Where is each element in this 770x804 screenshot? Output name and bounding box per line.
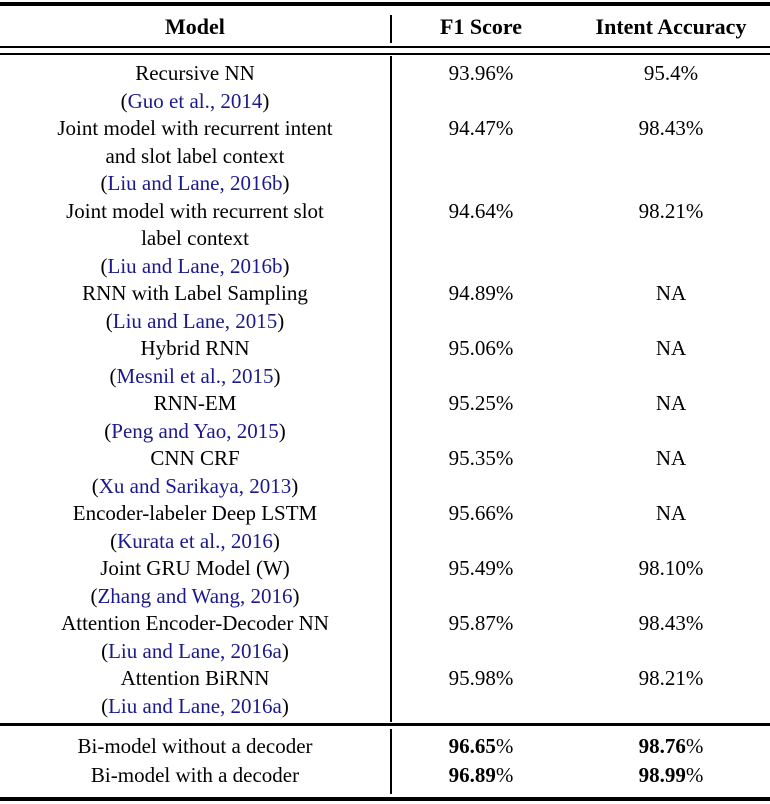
table-row (0, 60, 770, 115)
citation-close-paren: ) (281, 638, 289, 663)
citation-line (8, 473, 382, 501)
table-row (0, 198, 770, 281)
model-cell (0, 390, 390, 445)
intent-accuracy-value: 98.43% (638, 116, 704, 140)
intent-accuracy-value: NA (655, 391, 687, 415)
f1-score-value: 93.96% (448, 61, 514, 85)
f1-score-value: 95.06% (448, 336, 514, 360)
intent-accuracy-value: NA (655, 501, 687, 525)
intent-accuracy-value: 98.99% (638, 763, 704, 787)
citation-open-paren: ( (91, 473, 99, 498)
header-double-rule (0, 46, 770, 55)
citation-line (8, 253, 382, 281)
citation-open-paren: ( (100, 171, 108, 195)
f1-score-value: 96.65% (448, 734, 514, 758)
model-cell (0, 115, 390, 198)
table-footer-row (0, 761, 770, 790)
f1-score-value: 94.64% (448, 198, 514, 223)
citation-open-paren: ( (120, 88, 128, 113)
citation-line (8, 88, 382, 116)
citation-link[interactable]: Xu and Sarikaya, 2013 (98, 473, 292, 498)
model-cell (0, 198, 390, 281)
citation-open-paren: ( (109, 363, 117, 388)
citation-link[interactable]: Peng and Yao, 2015 (111, 418, 279, 443)
model-name: Joint GRU Model (W) (100, 556, 290, 580)
table-row (0, 335, 770, 390)
intent-accuracy-value: NA (655, 281, 687, 305)
intent-accuracy-value: 95.4% (643, 61, 699, 85)
table-row (0, 445, 770, 500)
f1-score-value: 95.25% (448, 391, 514, 415)
column-divider-line (390, 729, 392, 794)
citation-link[interactable]: Liu and Lane, 2016b (107, 253, 283, 278)
model-name: Attention Encoder-Decoder NN (61, 611, 329, 635)
model-name: CNN CRF (150, 446, 240, 470)
model-cell (0, 555, 390, 610)
citation-close-paren: ) (291, 473, 299, 498)
citation-link[interactable]: Liu and Lane, 2015 (112, 308, 278, 333)
intent-accuracy-value: 98.10% (638, 556, 704, 580)
citation-close-paren: ) (262, 88, 270, 113)
table-row (0, 665, 770, 720)
citation-close-paren: ) (281, 693, 289, 718)
table-footer-section (0, 726, 770, 797)
citation-link[interactable]: Kurata et al., 2016 (117, 528, 273, 553)
citation-line (8, 693, 382, 721)
citation-open-paren: ( (90, 583, 98, 608)
f1-score-value: 95.98% (448, 666, 514, 690)
f1-score-value: 95.87% (448, 611, 514, 635)
model-name: RNN with Label Sampling (82, 281, 308, 305)
citation-close-paren: ) (282, 171, 290, 195)
table-row (0, 555, 770, 610)
citation-open-paren: ( (101, 638, 109, 663)
model-cell (0, 500, 390, 555)
table-row (0, 390, 770, 445)
f1-score-value: 95.49% (448, 556, 514, 580)
model-name: Recursive NN (135, 61, 255, 85)
model-cell (0, 280, 390, 335)
intent-accuracy-value: 98.21% (638, 198, 704, 223)
citation-close-paren: ) (282, 253, 290, 278)
column-header-model: Model (165, 14, 225, 39)
f1-score-value: 95.35% (448, 446, 514, 470)
citation-line (8, 638, 382, 666)
citation-close-paren: ) (277, 308, 285, 333)
citation-open-paren: ( (110, 528, 118, 553)
citation-line (8, 308, 382, 336)
model-cell (0, 665, 390, 720)
citation-open-paren: ( (105, 308, 113, 333)
f1-score-value: 96.89% (448, 763, 514, 787)
table-footer-row (0, 732, 770, 761)
citation-close-paren: ) (278, 418, 286, 443)
citation-link[interactable]: Zhang and Wang, 2016 (97, 583, 293, 608)
table-header-section (0, 8, 770, 46)
table-bottom-rule (0, 797, 770, 801)
citation-link[interactable]: Liu and Lane, 2016a (108, 638, 282, 663)
intent-accuracy-value: 98.43% (638, 611, 704, 635)
model-name: Bi-model with a decoder (90, 763, 300, 787)
model-name: label context (141, 226, 249, 250)
citation-link[interactable]: Liu and Lane, 2016a (108, 693, 282, 718)
f1-score-value: 94.89% (448, 281, 514, 305)
column-header-f1-score: F1 Score (439, 14, 523, 39)
column-divider-line (390, 15, 392, 43)
model-name: Hybrid RNN (140, 336, 250, 360)
model-cell (0, 445, 390, 500)
intent-accuracy-value: NA (655, 336, 687, 360)
citation-line (8, 528, 382, 556)
citation-close-paren: ) (273, 363, 281, 388)
model-name: Encoder-labeler Deep LSTM (72, 501, 318, 525)
citation-line (8, 583, 382, 611)
model-cell (0, 335, 390, 390)
citation-open-paren: ( (101, 693, 109, 718)
citation-line (8, 418, 382, 446)
citation-link[interactable]: Mesnil et al., 2015 (116, 363, 274, 388)
model-name: Joint model with recurrent intent (57, 116, 333, 140)
table-row (0, 280, 770, 335)
citation-open-paren: ( (100, 253, 108, 278)
citation-line (8, 170, 382, 198)
intent-accuracy-value: 98.21% (638, 666, 704, 690)
model-name: and slot label context (105, 143, 285, 168)
model-name: Joint model with recurrent slot (66, 198, 324, 223)
citation-line (8, 363, 382, 391)
table-row (0, 610, 770, 665)
citation-close-paren: ) (292, 583, 300, 608)
table-row (0, 115, 770, 198)
model-name: Attention BiRNN (120, 666, 270, 690)
table-body-section (0, 55, 770, 723)
citation-close-paren: ) (272, 528, 280, 553)
model-cell (0, 60, 390, 115)
model-name: RNN-EM (153, 391, 237, 415)
table-row (0, 500, 770, 555)
table-footer-rows (0, 732, 770, 790)
column-header-intent-accuracy: Intent Accuracy (595, 14, 747, 39)
column-divider-line (390, 56, 392, 722)
citation-link[interactable]: Guo et al., 2014 (127, 88, 263, 113)
intent-accuracy-value: 98.76% (638, 734, 704, 758)
citation-open-paren: ( (104, 418, 112, 443)
table-body-rows (0, 60, 770, 720)
model-name: Bi-model without a decoder (77, 734, 313, 758)
f1-score-value: 94.47% (448, 116, 514, 140)
f1-score-value: 95.66% (448, 501, 514, 525)
model-cell (0, 610, 390, 665)
table-top-rule (0, 2, 770, 6)
intent-accuracy-value: NA (655, 446, 687, 470)
citation-link[interactable]: Liu and Lane, 2016b (107, 171, 283, 195)
